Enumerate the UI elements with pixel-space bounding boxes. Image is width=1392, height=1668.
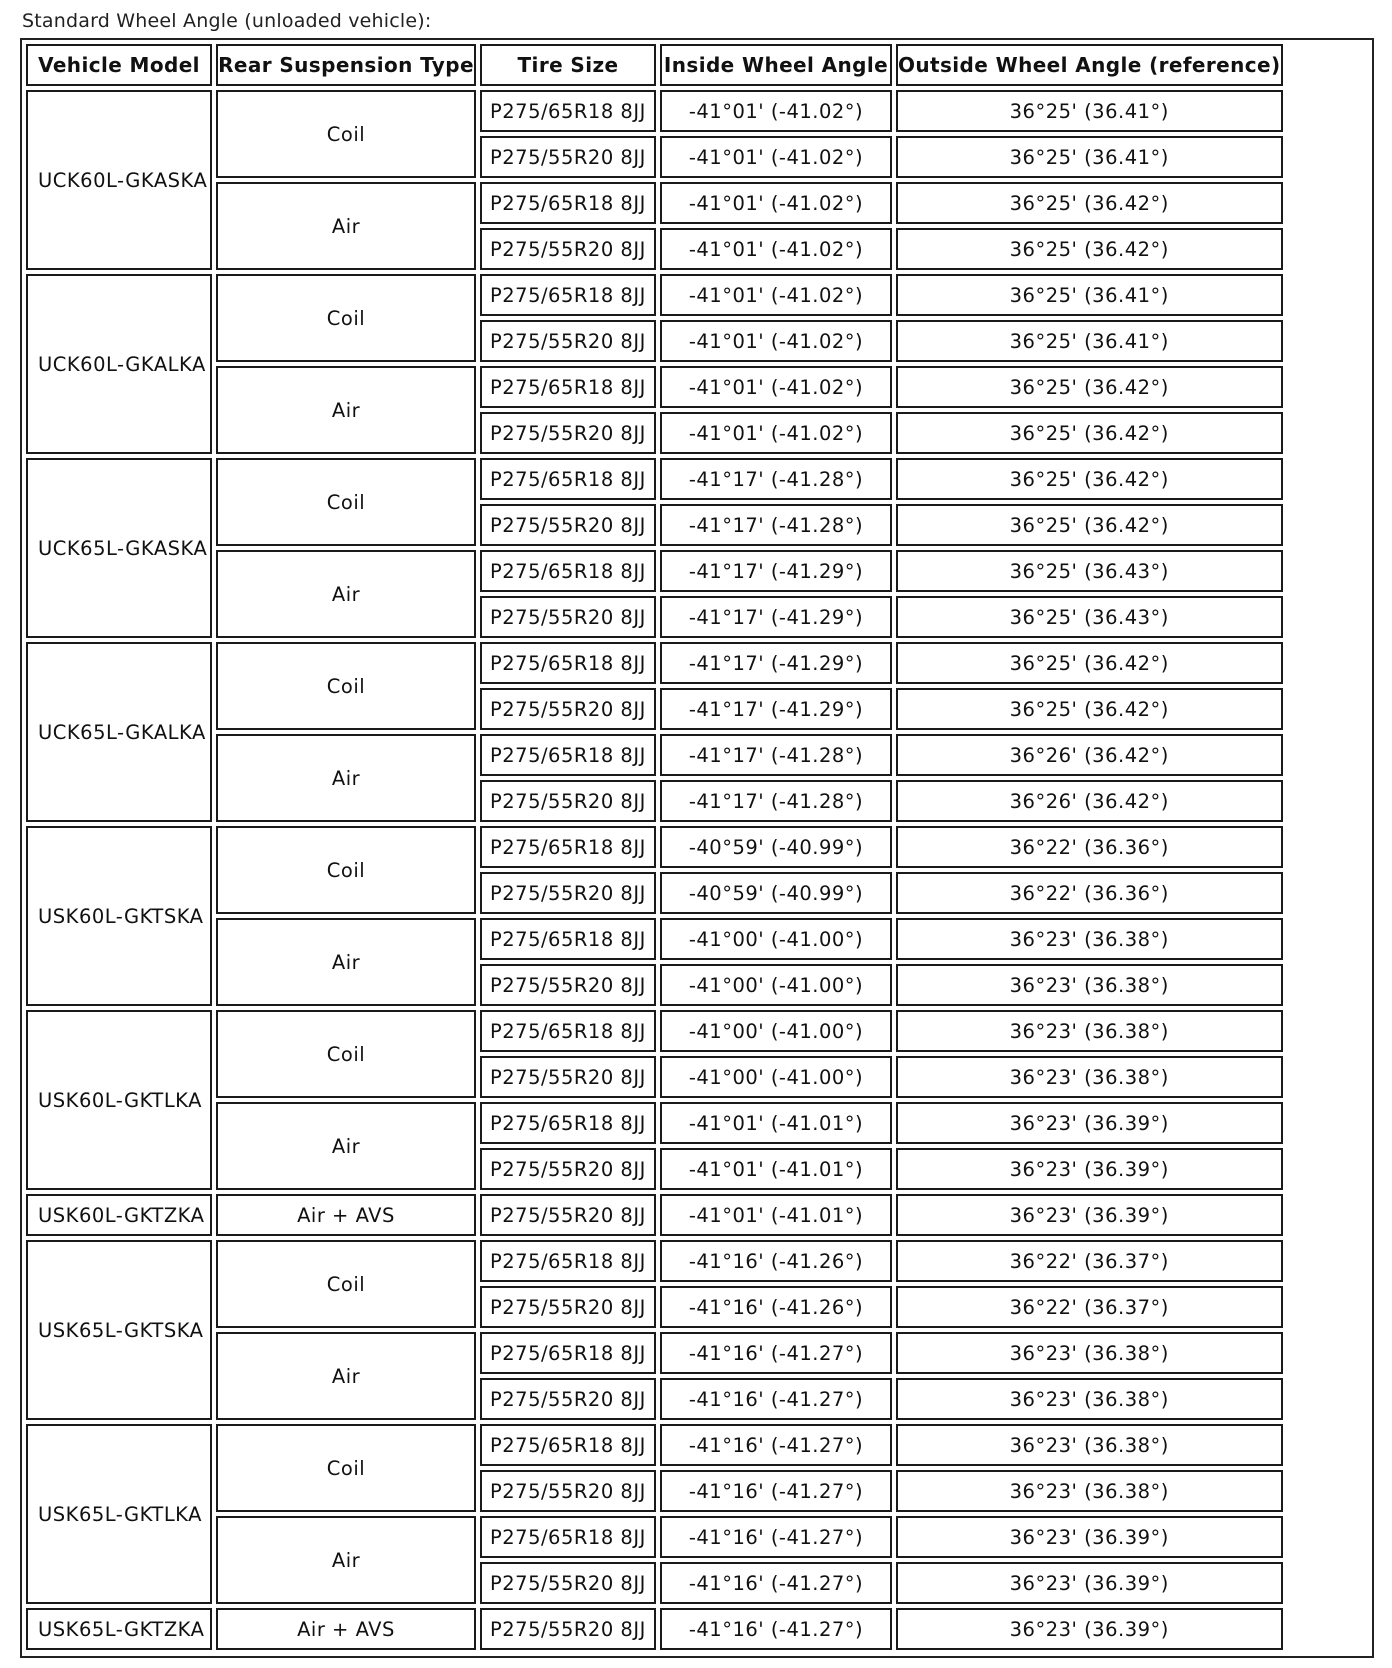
tire-size-cell: P275/65R18 8JJ <box>480 642 656 684</box>
inside-wheel-angle-cell: -41°01' (-41.02°) <box>660 412 892 454</box>
inside-wheel-angle-cell: -41°00' (-41.00°) <box>660 1056 892 1098</box>
table-row <box>26 136 1283 178</box>
inside-wheel-angle-cell: -41°16' (-41.27°) <box>660 1332 892 1374</box>
outside-wheel-angle-cell: 36°22' (36.36°) <box>896 872 1283 914</box>
outside-wheel-angle-cell: 36°25' (36.43°) <box>896 550 1283 592</box>
inside-wheel-angle-cell: -41°16' (-41.27°) <box>660 1378 892 1420</box>
tire-size-cell: P275/65R18 8JJ <box>480 1424 656 1466</box>
table-row <box>26 412 1283 454</box>
suspension-type-cell: Coil <box>216 1240 476 1328</box>
table-row <box>26 826 1283 868</box>
table-row <box>26 504 1283 546</box>
inside-wheel-angle-cell: -41°17' (-41.29°) <box>660 688 892 730</box>
inside-wheel-angle-cell: -41°01' (-41.02°) <box>660 320 892 362</box>
tire-size-cell: P275/65R18 8JJ <box>480 458 656 500</box>
outside-wheel-angle-cell: 36°25' (36.42°) <box>896 412 1283 454</box>
outside-wheel-angle-cell: 36°23' (36.39°) <box>896 1102 1283 1144</box>
header-inside-wheel-angle: Inside Wheel Angle <box>660 44 892 86</box>
table-row <box>26 90 1283 132</box>
table-row <box>26 1562 1283 1604</box>
suspension-type-cell: Air <box>216 550 476 638</box>
page-title: Standard Wheel Angle (unloaded vehicle): <box>22 10 432 32</box>
outside-wheel-angle-cell: 36°23' (36.38°) <box>896 1378 1283 1420</box>
outside-wheel-angle-cell: 36°23' (36.38°) <box>896 1470 1283 1512</box>
tire-size-cell: P275/55R20 8JJ <box>480 504 656 546</box>
table-row <box>26 1332 1283 1374</box>
tire-size-cell: P275/65R18 8JJ <box>480 182 656 224</box>
inside-wheel-angle-cell: -41°00' (-41.00°) <box>660 964 892 1006</box>
wheel-angle-table <box>22 40 1287 1654</box>
tire-size-cell: P275/55R20 8JJ <box>480 1056 656 1098</box>
table-row <box>26 228 1283 270</box>
suspension-type-cell: Coil <box>216 642 476 730</box>
outside-wheel-angle-cell: 36°23' (36.39°) <box>896 1148 1283 1190</box>
table-row <box>26 366 1283 408</box>
outside-wheel-angle-cell: 36°25' (36.42°) <box>896 642 1283 684</box>
tire-size-cell: P275/65R18 8JJ <box>480 1102 656 1144</box>
inside-wheel-angle-cell: -41°01' (-41.02°) <box>660 90 892 132</box>
outside-wheel-angle-cell: 36°23' (36.39°) <box>896 1516 1283 1558</box>
vehicle-model-cell: USK60L-GKTSKA <box>26 826 212 1006</box>
tire-size-cell: P275/65R18 8JJ <box>480 826 656 868</box>
vehicle-model-cell: USK60L-GKTLKA <box>26 1010 212 1190</box>
tire-size-cell: P275/55R20 8JJ <box>480 1378 656 1420</box>
inside-wheel-angle-cell: -41°00' (-41.00°) <box>660 918 892 960</box>
inside-wheel-angle-cell: -41°17' (-41.28°) <box>660 734 892 776</box>
tire-size-cell: P275/55R20 8JJ <box>480 872 656 914</box>
table-row <box>26 458 1283 500</box>
vehicle-model-cell: USK65L-GKTSKA <box>26 1240 212 1420</box>
table-row <box>26 1470 1283 1512</box>
suspension-type-cell: Coil <box>216 274 476 362</box>
outside-wheel-angle-cell: 36°23' (36.38°) <box>896 1424 1283 1466</box>
table-row <box>26 1608 1283 1650</box>
tire-size-cell: P275/65R18 8JJ <box>480 1516 656 1558</box>
inside-wheel-angle-cell: -41°01' (-41.01°) <box>660 1148 892 1190</box>
outside-wheel-angle-cell: 36°23' (36.38°) <box>896 964 1283 1006</box>
suspension-type-cell: Air <box>216 366 476 454</box>
suspension-type-cell: Coil <box>216 90 476 178</box>
suspension-type-cell: Coil <box>216 458 476 546</box>
table-row <box>26 1286 1283 1328</box>
table-row <box>26 1240 1283 1282</box>
vehicle-model-cell: USK65L-GKTZKA <box>26 1608 212 1650</box>
tire-size-cell: P275/55R20 8JJ <box>480 228 656 270</box>
outside-wheel-angle-cell: 36°25' (36.43°) <box>896 596 1283 638</box>
tire-size-cell: P275/65R18 8JJ <box>480 1010 656 1052</box>
inside-wheel-angle-cell: -41°17' (-41.29°) <box>660 550 892 592</box>
inside-wheel-angle-cell: -41°16' (-41.27°) <box>660 1470 892 1512</box>
table-row <box>26 872 1283 914</box>
inside-wheel-angle-cell: -41°01' (-41.01°) <box>660 1194 892 1236</box>
header-rear-suspension-type: Rear Suspension Type <box>216 44 476 86</box>
table-row <box>26 642 1283 684</box>
suspension-type-cell: Air <box>216 734 476 822</box>
outside-wheel-angle-cell: 36°23' (36.39°) <box>896 1562 1283 1604</box>
inside-wheel-angle-cell: -41°00' (-41.00°) <box>660 1010 892 1052</box>
outside-wheel-angle-cell: 36°25' (36.42°) <box>896 504 1283 546</box>
table-row <box>26 918 1283 960</box>
inside-wheel-angle-cell: -41°16' (-41.26°) <box>660 1240 892 1282</box>
tire-size-cell: P275/55R20 8JJ <box>480 1470 656 1512</box>
tire-size-cell: P275/55R20 8JJ <box>480 1194 656 1236</box>
tire-size-cell: P275/65R18 8JJ <box>480 550 656 592</box>
inside-wheel-angle-cell: -41°01' (-41.01°) <box>660 1102 892 1144</box>
tire-size-cell: P275/55R20 8JJ <box>480 780 656 822</box>
table-row <box>26 596 1283 638</box>
table-row <box>26 1010 1283 1052</box>
tire-size-cell: P275/65R18 8JJ <box>480 1240 656 1282</box>
vehicle-model-cell: USK65L-GKTLKA <box>26 1424 212 1604</box>
tire-size-cell: P275/55R20 8JJ <box>480 136 656 178</box>
outside-wheel-angle-cell: 36°25' (36.41°) <box>896 274 1283 316</box>
outside-wheel-angle-cell: 36°25' (36.42°) <box>896 228 1283 270</box>
inside-wheel-angle-cell: -41°01' (-41.02°) <box>660 182 892 224</box>
tire-size-cell: P275/65R18 8JJ <box>480 366 656 408</box>
table-row <box>26 274 1283 316</box>
inside-wheel-angle-cell: -41°01' (-41.02°) <box>660 136 892 178</box>
table-body <box>26 90 1283 1650</box>
outside-wheel-angle-cell: 36°23' (36.38°) <box>896 1332 1283 1374</box>
outside-wheel-angle-cell: 36°25' (36.42°) <box>896 688 1283 730</box>
inside-wheel-angle-cell: -41°17' (-41.28°) <box>660 504 892 546</box>
inside-wheel-angle-cell: -41°16' (-41.27°) <box>660 1608 892 1650</box>
suspension-type-cell: Air + AVS <box>216 1608 476 1650</box>
tire-size-cell: P275/55R20 8JJ <box>480 412 656 454</box>
outside-wheel-angle-cell: 36°25' (36.42°) <box>896 366 1283 408</box>
inside-wheel-angle-cell: -40°59' (-40.99°) <box>660 872 892 914</box>
vehicle-model-cell: USK60L-GKTZKA <box>26 1194 212 1236</box>
suspension-type-cell: Air <box>216 1102 476 1190</box>
table-row <box>26 1102 1283 1144</box>
table-row <box>26 688 1283 730</box>
tire-size-cell: P275/55R20 8JJ <box>480 320 656 362</box>
outside-wheel-angle-cell: 36°23' (36.38°) <box>896 918 1283 960</box>
outside-wheel-angle-cell: 36°23' (36.39°) <box>896 1608 1283 1650</box>
inside-wheel-angle-cell: -41°17' (-41.28°) <box>660 458 892 500</box>
table-row <box>26 1056 1283 1098</box>
tire-size-cell: P275/55R20 8JJ <box>480 688 656 730</box>
table-row <box>26 734 1283 776</box>
suspension-type-cell: Coil <box>216 826 476 914</box>
tire-size-cell: P275/65R18 8JJ <box>480 90 656 132</box>
tire-size-cell: P275/65R18 8JJ <box>480 734 656 776</box>
suspension-type-cell: Air <box>216 182 476 270</box>
inside-wheel-angle-cell: -41°17' (-41.28°) <box>660 780 892 822</box>
tire-size-cell: P275/55R20 8JJ <box>480 1562 656 1604</box>
outside-wheel-angle-cell: 36°25' (36.42°) <box>896 458 1283 500</box>
suspension-type-cell: Coil <box>216 1010 476 1098</box>
inside-wheel-angle-cell: -41°16' (-41.27°) <box>660 1424 892 1466</box>
tire-size-cell: P275/55R20 8JJ <box>480 1286 656 1328</box>
table-row <box>26 1424 1283 1466</box>
outside-wheel-angle-cell: 36°25' (36.41°) <box>896 136 1283 178</box>
vehicle-model-cell: UCK65L-GKALKA <box>26 642 212 822</box>
vehicle-model-cell: UCK65L-GKASKA <box>26 458 212 638</box>
outside-wheel-angle-cell: 36°22' (36.37°) <box>896 1286 1283 1328</box>
table-row <box>26 1148 1283 1190</box>
suspension-type-cell: Air <box>216 918 476 1006</box>
table-row <box>26 320 1283 362</box>
inside-wheel-angle-cell: -41°16' (-41.27°) <box>660 1562 892 1604</box>
outside-wheel-angle-cell: 36°25' (36.42°) <box>896 182 1283 224</box>
outside-wheel-angle-cell: 36°22' (36.37°) <box>896 1240 1283 1282</box>
tire-size-cell: P275/65R18 8JJ <box>480 1332 656 1374</box>
outside-wheel-angle-cell: 36°26' (36.42°) <box>896 780 1283 822</box>
header-row <box>26 44 1283 86</box>
outside-wheel-angle-cell: 36°23' (36.38°) <box>896 1010 1283 1052</box>
tire-size-cell: P275/65R18 8JJ <box>480 918 656 960</box>
inside-wheel-angle-cell: -41°17' (-41.29°) <box>660 596 892 638</box>
outside-wheel-angle-cell: 36°25' (36.41°) <box>896 90 1283 132</box>
table-row <box>26 550 1283 592</box>
header-tire-size: Tire Size <box>480 44 656 86</box>
inside-wheel-angle-cell: -41°16' (-41.27°) <box>660 1516 892 1558</box>
inside-wheel-angle-cell: -41°16' (-41.26°) <box>660 1286 892 1328</box>
table-row <box>26 1378 1283 1420</box>
outside-wheel-angle-cell: 36°23' (36.38°) <box>896 1056 1283 1098</box>
suspension-type-cell: Air <box>216 1332 476 1420</box>
inside-wheel-angle-cell: -40°59' (-40.99°) <box>660 826 892 868</box>
suspension-type-cell: Air <box>216 1516 476 1604</box>
suspension-type-cell: Coil <box>216 1424 476 1512</box>
tire-size-cell: P275/55R20 8JJ <box>480 964 656 1006</box>
vehicle-model-cell: UCK60L-GKALKA <box>26 274 212 454</box>
outside-wheel-angle-cell: 36°25' (36.41°) <box>896 320 1283 362</box>
inside-wheel-angle-cell: -41°01' (-41.02°) <box>660 366 892 408</box>
inside-wheel-angle-cell: -41°01' (-41.02°) <box>660 228 892 270</box>
tire-size-cell: P275/65R18 8JJ <box>480 274 656 316</box>
table-row <box>26 1516 1283 1558</box>
table-row <box>26 1194 1283 1236</box>
inside-wheel-angle-cell: -41°01' (-41.02°) <box>660 274 892 316</box>
outside-wheel-angle-cell: 36°22' (36.36°) <box>896 826 1283 868</box>
suspension-type-cell: Air + AVS <box>216 1194 476 1236</box>
outside-wheel-angle-cell: 36°26' (36.42°) <box>896 734 1283 776</box>
outside-wheel-angle-cell: 36°23' (36.39°) <box>896 1194 1283 1236</box>
tire-size-cell: P275/55R20 8JJ <box>480 596 656 638</box>
vehicle-model-cell: UCK60L-GKASKA <box>26 90 212 270</box>
header-vehicle-model: Vehicle Model <box>26 44 212 86</box>
table-row <box>26 964 1283 1006</box>
header-outside-wheel-angle: Outside Wheel Angle (reference) <box>896 44 1283 86</box>
table-row <box>26 780 1283 822</box>
tire-size-cell: P275/55R20 8JJ <box>480 1608 656 1650</box>
table-row <box>26 182 1283 224</box>
inside-wheel-angle-cell: -41°17' (-41.29°) <box>660 642 892 684</box>
tire-size-cell: P275/55R20 8JJ <box>480 1148 656 1190</box>
